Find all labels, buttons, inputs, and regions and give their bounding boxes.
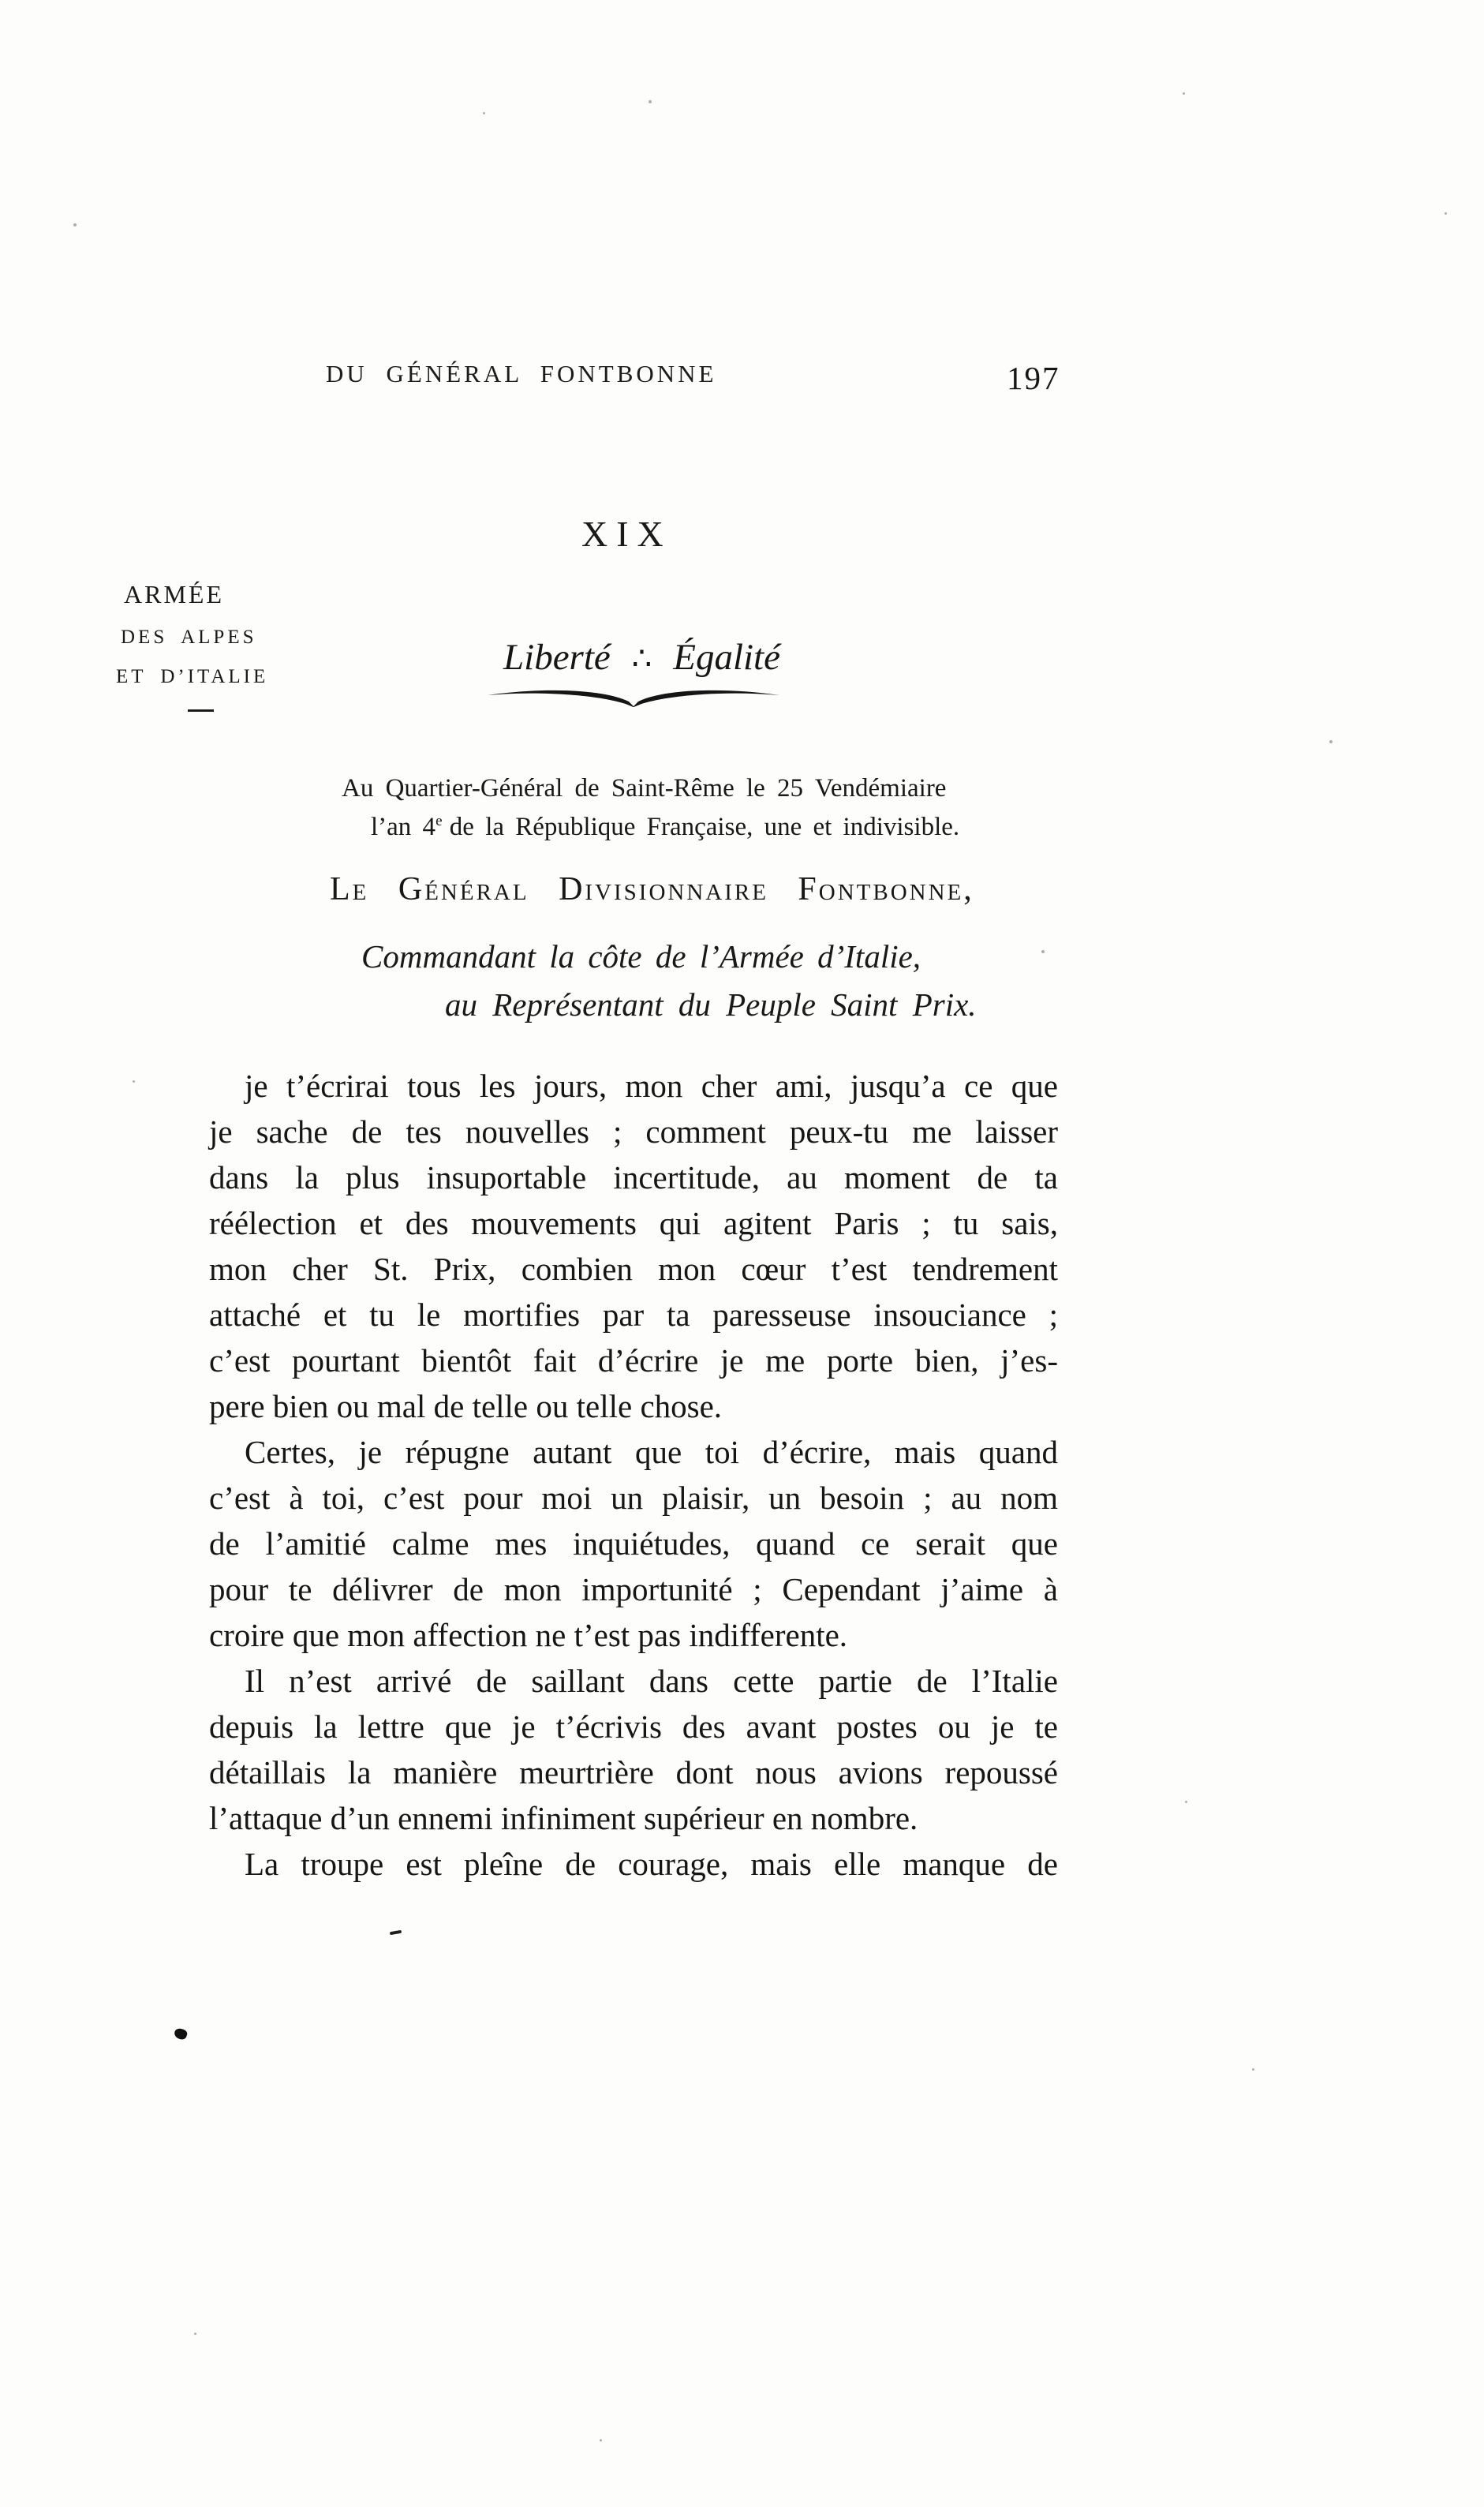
dateline-line2 [371,813,959,842]
recipient-line1: Commandant la côte de l’Armée d’Italie, [361,938,921,975]
body-line: détaillais la manière meurtrière dont nous avions repoussé [209,1754,1058,1790]
motto [503,636,780,679]
body-line: c’est pourtant bientôt fait d’écrire je me porte bien, j’es- [209,1342,1058,1379]
body-line: je sache de tes nouvelles ; comment peux-tu me laisser [209,1113,1058,1150]
body-line: je t’écrirai tous les jours, mon cher ami, jusqu’a ce que [245,1068,1058,1104]
scan-speck [1041,950,1045,953]
body-line: de l’amitié calme mes inquiétudes, quand ce serait que [209,1525,1058,1562]
margin-note-line: ET D’ITALIE [116,666,269,687]
body-line: l’attaque d’un ennemi infiniment supérieur en nombre. [209,1800,918,1836]
dateline-line1: Au Quartier-Général de Saint-Rême le 25 Vendémiaire [342,774,947,803]
body-line: dans la plus insuportable incertitude, au moment de ta [209,1159,1058,1196]
body-line: depuis la lettre que je t’écrivis des avant postes ou je te [209,1708,1058,1745]
body-line: attaché et tu le mortifies par ta paresseuse insouciance ; [209,1297,1058,1333]
scan-speck [73,223,77,226]
chapter-number: XIX [581,514,672,554]
stray-mark [390,1930,402,1936]
body-line: pour te délivrer de mon importunité ; Cependant j’aime à [209,1571,1058,1607]
scan-speck [194,2333,196,2335]
motto-left: Liberté [503,637,611,678]
ink-blot [173,2027,188,2041]
margin-note-line: ARMÉE [124,580,224,608]
body-line: réélection et des mouvements qui agitent Paris ; tu sais, [209,1205,1058,1241]
body-line: c’est à toi, c’est pour moi un plaisir, un besoin ; au nom [209,1480,1058,1516]
scan-speck [1329,740,1333,743]
margin-note-line: DES ALPES [121,627,257,648]
body-line: pere bien ou mal de telle ou telle chose. [209,1388,723,1424]
body-line: croire que mon affection ne t’est pas indifferente. [209,1617,848,1653]
scan-speck [133,1080,135,1083]
scan-speck [1252,2068,1254,2071]
masonic-dots-icon: ∴ [631,641,652,676]
recipient-line2: au Représentant du Peuple Saint Prix. [445,986,977,1023]
scan-speck [1183,92,1185,95]
body-line: Certes, je répugne autant que toi d’écrire, mais quand [245,1434,1058,1470]
scan-speck [1185,1801,1187,1803]
scan-speck [483,112,485,114]
motto-flourish [486,682,781,709]
dateline-year-superscript: e [435,813,443,829]
scan-speck [1445,212,1447,215]
body-line: La troupe est pleîne de courage, mais elle manque de [245,1846,1058,1882]
dateline-year-pre: l’an 4 [371,813,436,841]
dateline-rest: de la République Française, une et indivisible. [449,813,960,841]
page-number: 197 [1007,360,1060,396]
running-header: DU GÉNÉRAL FONTBONNE [326,360,717,387]
body-text [209,1063,1058,1887]
scan-speck [600,2439,602,2442]
salutation: Le Général Divisionnaire Fontbonne, [330,871,974,907]
margin-note-dash [188,709,214,712]
body-line: Il n’est arrivé de saillant dans cette partie de l’Italie [245,1663,1058,1699]
motto-right: Égalité [673,637,780,678]
scan-speck [649,100,652,103]
body-line: mon cher St. Prix, combien mon cœur t’est tendrement [209,1251,1058,1287]
